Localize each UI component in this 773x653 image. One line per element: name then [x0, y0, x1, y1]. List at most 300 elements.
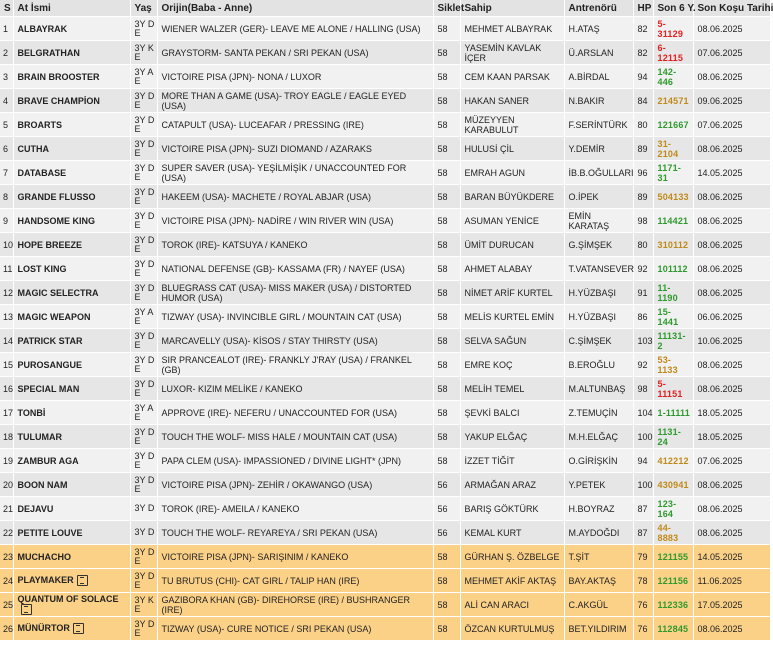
table-row[interactable] [0, 41, 770, 65]
horse-name-label[interactable]: MUCHACHO [17, 551, 71, 562]
cell-weight: 58 [433, 257, 460, 281]
table-row[interactable] [0, 329, 770, 353]
cell-last-race-date: 08.06.2025 [693, 473, 770, 497]
table-row[interactable] [0, 545, 770, 569]
cell-weight: 56 [433, 473, 460, 497]
cell-trainer: T.VATANSEVER [564, 257, 633, 281]
cell-trainer: İB.B.OĞULLARI [564, 161, 633, 185]
table-row[interactable] [0, 233, 770, 257]
cell-trainer: H.YÜZBAŞI [564, 305, 633, 329]
cell-weight: 56 [433, 497, 460, 521]
cell-origin: TIZWAY (USA)- CURE NOTICE / SRI PEKAN (USA) [157, 617, 433, 641]
cell-origin: VICTOIRE PISA (JPN)- ZEHİR / OKAWANGO (USA) [157, 473, 433, 497]
cell-no: 26 [0, 617, 13, 641]
table-row[interactable] [0, 401, 770, 425]
header-horse-name[interactable]: At İsmi [13, 0, 130, 17]
form-digits: 15-1441 [657, 306, 679, 327]
cell-no: 13 [0, 305, 13, 329]
table-row[interactable] [0, 305, 770, 329]
cell-weight: 58 [433, 449, 460, 473]
cell-no: 11 [0, 257, 13, 281]
cell-owner: HULUSİ ÇİL [460, 137, 564, 161]
cell-hp: 104 [633, 401, 653, 425]
table-row[interactable] [0, 113, 770, 137]
cell-hp: 78 [633, 569, 653, 593]
horse-name-label[interactable]: ZAMBUR AGA [17, 455, 79, 466]
cell-owner: GÜRHAN Ş. ÖZBELGE [460, 545, 564, 569]
cell-weight: 58 [433, 545, 460, 569]
cell-origin: MARCAVELLY (USA)- KİSOS / STAY THIRSTY (USA) [157, 329, 433, 353]
cell-origin: TOROK (IRE)- KATSUYA / KANEKO [157, 233, 433, 257]
cell-last-race-date: 08.06.2025 [693, 617, 770, 641]
cell-origin: TOUCH THE WOLF- MISS HALE / MOUNTAIN CAT (USA) [157, 425, 433, 449]
cell-last-race-date: 08.06.2025 [693, 209, 770, 233]
form-digits: 504133 [657, 191, 689, 202]
cell-last6 [653, 161, 693, 185]
cell-trainer: EMİN KARATAŞ [564, 209, 633, 233]
horse-name[interactable] [13, 401, 130, 425]
cell-last6 [653, 497, 693, 521]
table-row[interactable] [0, 89, 770, 113]
horse-name[interactable] [13, 449, 130, 473]
cell-last-race-date: 06.06.2025 [693, 305, 770, 329]
cell-owner: SELVA SAĞUN [460, 329, 564, 353]
header-no[interactable]: S [0, 0, 13, 17]
horse-name-label[interactable]: PLAYMAKER [17, 574, 74, 585]
cell-last-race-date: 08.06.2025 [693, 233, 770, 257]
cell-trainer: H.ATAŞ [564, 17, 633, 41]
horse-name[interactable] [13, 113, 130, 137]
cell-last6 [653, 41, 693, 65]
form-digits: 5-11151 [657, 378, 683, 399]
horse-name[interactable] [13, 617, 130, 641]
horse-name[interactable] [13, 17, 130, 41]
cell-age: 3Y D E [130, 569, 157, 593]
cell-owner: ASUMAN YENİCE [460, 209, 564, 233]
cell-trainer: F.SERİNTÜRK [564, 113, 633, 137]
cell-origin: CATAPULT (USA)- LUCEAFAR / PRESSING (IRE) [157, 113, 433, 137]
cell-last-race-date: 10.06.2025 [693, 329, 770, 353]
cell-trainer: M.ALTUNBAŞ [564, 377, 633, 401]
cell-last-race-date: 14.05.2025 [693, 161, 770, 185]
cell-last6 [653, 137, 693, 161]
table-row[interactable] [0, 425, 770, 449]
cell-no: 5 [0, 113, 13, 137]
form-digits: 44-8883 [657, 522, 679, 543]
cell-origin: WIENER WALZER (GER)- LEAVE ME ALONE / HALLING (USA) [157, 17, 433, 41]
cell-trainer: Y.PETEK [564, 473, 633, 497]
cell-trainer: M.AYDOĞDI [564, 521, 633, 545]
horse-name-label[interactable]: BROARTS [17, 119, 62, 130]
cell-age: 3Y D E [130, 257, 157, 281]
cell-trainer: Y.DEMİR [564, 137, 633, 161]
cell-weight: 58 [433, 41, 460, 65]
cell-last-race-date: 08.06.2025 [693, 257, 770, 281]
form-digits: 11131-2 [657, 330, 686, 351]
cell-weight: 58 [433, 353, 460, 377]
cell-no: 22 [0, 521, 13, 545]
cell-last6 [653, 233, 693, 257]
cell-origin: BLUEGRASS CAT (USA)- MISS MAKER (USA) / DISTORTED HUMOR (USA) [157, 281, 433, 305]
horse-name-label[interactable]: HANDSOME KING [17, 215, 96, 226]
header-weight[interactable]: Siklet [433, 0, 460, 17]
horse-name-label[interactable]: LOST KING [17, 263, 67, 274]
horse-name[interactable] [13, 377, 130, 401]
form-digits: 101112 [657, 263, 688, 274]
cell-weight: 58 [433, 401, 460, 425]
cell-no: 14 [0, 329, 13, 353]
cell-owner: HAKAN SANER [460, 89, 564, 113]
cell-trainer: O.İPEK [564, 185, 633, 209]
cell-age: 3Y D [130, 521, 157, 545]
cell-last6 [653, 545, 693, 569]
cell-owner: YASEMİN KAVLAK İÇER [460, 41, 564, 65]
cell-origin: NATIONAL DEFENSE (GB)- KASSAMA (FR) / NAYEF (USA) [157, 257, 433, 281]
cell-owner: MELİS KURTEL EMİN [460, 305, 564, 329]
cell-weight: 58 [433, 377, 460, 401]
cell-no: 7 [0, 161, 13, 185]
cell-age: 3Y D E [130, 617, 157, 641]
cell-no: 1 [0, 17, 13, 41]
table-row[interactable] [0, 17, 770, 41]
cell-owner: KEMAL KURT [460, 521, 564, 545]
cell-no: 4 [0, 89, 13, 113]
cell-age: 3Y A E [130, 65, 157, 89]
cell-weight: 58 [433, 17, 460, 41]
horse-name-label[interactable]: BELGRATHAN [17, 47, 80, 58]
horse-name-label[interactable]: PUROSANGUE [17, 359, 83, 370]
horse-name-label[interactable]: DATABASE [17, 167, 67, 178]
cell-last-race-date: 07.06.2025 [693, 41, 770, 65]
cell-last-race-date: 07.06.2025 [693, 113, 770, 137]
cell-last-race-date: 18.05.2025 [693, 401, 770, 425]
horse-name[interactable] [13, 233, 130, 257]
cell-last-race-date: 08.06.2025 [693, 521, 770, 545]
cell-hp: 94 [633, 449, 653, 473]
cell-weight: 58 [433, 425, 460, 449]
cell-last6 [653, 281, 693, 305]
cell-last6 [653, 593, 693, 617]
cell-no: 2 [0, 41, 13, 65]
cell-last-race-date: 18.05.2025 [693, 425, 770, 449]
form-digits: 114421 [657, 215, 689, 226]
horse-name-label[interactable]: DEJAVU [17, 503, 54, 514]
cell-age: 3Y D [130, 497, 157, 521]
cell-hp: 98 [633, 209, 653, 233]
cell-age: 3Y D E [130, 161, 157, 185]
horse-name[interactable] [13, 41, 130, 65]
table-row[interactable] [0, 353, 770, 377]
form-digits: 121667 [657, 119, 689, 130]
cell-weight: 58 [433, 281, 460, 305]
horse-name[interactable] [13, 281, 130, 305]
table-row[interactable] [0, 257, 770, 281]
cell-last-race-date: 08.06.2025 [693, 281, 770, 305]
cell-hp: 82 [633, 17, 653, 41]
horse-name[interactable] [13, 593, 130, 617]
cell-origin: VICTOIRE PISA (JPN)- NONA / LUXOR [157, 65, 433, 89]
cell-last6 [653, 65, 693, 89]
cell-origin: TOUCH THE WOLF- REYAREYA / SRI PEKAN (USA) [157, 521, 433, 545]
header-last6[interactable]: Son 6 Y. [653, 0, 693, 17]
cell-weight: 56 [433, 521, 460, 545]
horse-name-label[interactable]: CUTHA [17, 143, 49, 154]
cell-owner: MELİH TEMEL [460, 377, 564, 401]
cell-no: 3 [0, 65, 13, 89]
cell-weight: 58 [433, 569, 460, 593]
cell-owner: NİMET ARİF KURTEL [460, 281, 564, 305]
table-row[interactable] [0, 209, 770, 233]
header-owner[interactable]: Sahip [460, 0, 564, 17]
horse-name[interactable] [13, 545, 130, 569]
cell-trainer: H.YÜZBAŞI [564, 281, 633, 305]
horse-name-label[interactable]: ALBAYRAK [17, 23, 68, 34]
cell-hp: 96 [633, 161, 653, 185]
cell-hp: 98 [633, 377, 653, 401]
cell-last-race-date: 07.06.2025 [693, 449, 770, 473]
cell-last6 [653, 377, 693, 401]
horse-name-label[interactable]: MÜNÜRTOR [17, 622, 70, 633]
cell-hp: 76 [633, 617, 653, 641]
cell-last6 [653, 257, 693, 281]
table-row[interactable] [0, 65, 770, 89]
cell-weight: 58 [433, 305, 460, 329]
cell-trainer: O.GİRİŞKİN [564, 449, 633, 473]
cell-last-race-date: 08.06.2025 [693, 17, 770, 41]
cell-trainer: Z.TEMUÇİN [564, 401, 633, 425]
cell-no: 21 [0, 497, 13, 521]
cell-owner: MEHMET AKİF AKTAŞ [460, 569, 564, 593]
cell-last6 [653, 617, 693, 641]
cell-age: 3Y D E [130, 17, 157, 41]
horse-name[interactable] [13, 425, 130, 449]
cell-origin: TIZWAY (USA)- INVINCIBLE GIRL / MOUNTAIN CAT (USA) [157, 305, 433, 329]
cell-age: 3Y D E [130, 137, 157, 161]
table-row[interactable] [0, 497, 770, 521]
cell-no: 10 [0, 233, 13, 257]
cell-weight: 58 [433, 65, 460, 89]
horse-name[interactable] [13, 305, 130, 329]
cell-weight: 58 [433, 161, 460, 185]
cell-age: 3Y D E [130, 545, 157, 569]
cell-age: 3Y D E [130, 329, 157, 353]
cell-hp: 87 [633, 521, 653, 545]
horse-name-label[interactable]: GRANDE FLUSSO [17, 191, 96, 202]
cell-hp: 92 [633, 257, 653, 281]
form-digits: 142-446 [657, 66, 677, 87]
cell-age: 3Y K E [130, 41, 157, 65]
cell-last6 [653, 209, 693, 233]
cell-no: 15 [0, 353, 13, 377]
cell-trainer: BAY.AKTAŞ [564, 569, 633, 593]
cell-age: 3Y D E [130, 425, 157, 449]
cell-hp: 87 [633, 497, 653, 521]
horse-name[interactable] [13, 185, 130, 209]
cell-origin: TU BRUTUS (CHI)- CAT GIRL / TALIP HAN (IRE) [157, 569, 433, 593]
cell-origin: GAZIBORA KHAN (GB)- DIREHORSE (IRE) / BUSHRANGER (IRE) [157, 593, 433, 617]
form-digits: 6-12115 [657, 42, 684, 63]
cell-weight: 58 [433, 209, 460, 233]
cell-trainer: BET.YILDIRIM [564, 617, 633, 641]
form-digits: 412212 [657, 455, 689, 466]
cell-age: 3Y D E [130, 449, 157, 473]
horse-name[interactable] [13, 65, 130, 89]
horse-name[interactable] [13, 209, 130, 233]
cell-origin: APPROVE (IRE)- NEFERU / UNACCOUNTED FOR (USA) [157, 401, 433, 425]
cell-owner: ŞEVKİ BALCI [460, 401, 564, 425]
cell-owner: EMRE KOÇ [460, 353, 564, 377]
table-row[interactable] [0, 185, 770, 209]
cell-last6 [653, 401, 693, 425]
horse-name-label[interactable]: TULUMAR [17, 431, 62, 442]
table-row[interactable] [0, 449, 770, 473]
cell-last-race-date: 17.05.2025 [693, 593, 770, 617]
cell-origin: GRAYSTORM- SANTA PEKAN / SRI PEKAN (USA) [157, 41, 433, 65]
cell-owner: MÜZEYYEN KARABULUT [460, 113, 564, 137]
cell-trainer: M.H.ELĞAÇ [564, 425, 633, 449]
table-row[interactable] [0, 521, 770, 545]
cell-no: 24 [0, 569, 13, 593]
cell-owner: AHMET ALABAY [460, 257, 564, 281]
form-digits: 31-2104 [657, 138, 679, 159]
horse-name-label[interactable]: QUANTUM OF SOLACE [17, 593, 119, 604]
horse-name[interactable] [13, 353, 130, 377]
horse-name-label[interactable]: MAGIC WEAPON [17, 311, 91, 322]
table-row[interactable] [0, 281, 770, 305]
horse-name-label[interactable]: PETITE LOUVE [17, 527, 83, 538]
cell-trainer: B.EROĞLU [564, 353, 633, 377]
cell-age: 3Y D E [130, 113, 157, 137]
cell-hp: 89 [633, 185, 653, 209]
cell-age: 3Y K E [130, 593, 157, 617]
horse-name-label[interactable]: SPECIAL MAN [17, 383, 80, 394]
table-row[interactable] [0, 137, 770, 161]
cell-age: 3Y D E [130, 281, 157, 305]
horse-name-label[interactable]: TONBİ [17, 407, 46, 418]
horse-name-label[interactable]: BRAVE CHAMPİON [17, 95, 100, 106]
horse-name[interactable] [13, 569, 130, 593]
cell-hp: 82 [633, 41, 653, 65]
form-digits: 121155 [657, 551, 689, 562]
form-digits: 310112 [657, 239, 689, 250]
cell-hp: 80 [633, 113, 653, 137]
horse-name[interactable] [13, 89, 130, 113]
cell-owner: EMRAH AGUN [460, 161, 564, 185]
cell-trainer: G.ŞİMŞEK [564, 233, 633, 257]
horse-name[interactable] [13, 497, 130, 521]
form-digits: 214571 [657, 95, 689, 106]
horse-name[interactable] [13, 521, 130, 545]
cell-last-race-date: 08.06.2025 [693, 377, 770, 401]
cell-no: 19 [0, 449, 13, 473]
table-row[interactable] [0, 617, 770, 641]
cell-owner: BARIŞ GÖKTÜRK [460, 497, 564, 521]
equipment-icon [73, 623, 84, 634]
header-origin[interactable]: Orijin(Baba - Anne) [157, 0, 433, 17]
form-digits: 121156 [657, 575, 689, 586]
cell-hp: 79 [633, 545, 653, 569]
cell-weight: 58 [433, 89, 460, 113]
horse-name[interactable] [13, 137, 130, 161]
cell-age: 3Y A E [130, 305, 157, 329]
cell-origin: TOROK (IRE)- AMEILA / KANEKO [157, 497, 433, 521]
cell-no: 23 [0, 545, 13, 569]
cell-trainer: C.ŞİMŞEK [564, 329, 633, 353]
cell-trainer: T.ŞİT [564, 545, 633, 569]
horse-name-label[interactable]: HOPE BREEZE [17, 239, 83, 250]
header-hp[interactable]: HP [633, 0, 653, 17]
cell-hp: 80 [633, 233, 653, 257]
cell-weight: 58 [433, 233, 460, 257]
cell-no: 17 [0, 401, 13, 425]
table-row[interactable] [0, 473, 770, 497]
cell-weight: 58 [433, 593, 460, 617]
cell-last6 [653, 329, 693, 353]
header-last-race-date[interactable]: Son Koşu Tarihi [693, 0, 770, 17]
equipment-icon [77, 575, 88, 586]
cell-origin: PAPA CLEM (USA)- IMPASSIONED / DIVINE LIGHT* (JPN) [157, 449, 433, 473]
horse-name-label[interactable]: PATRICK STAR [17, 335, 83, 346]
cell-origin: VICTOIRE PISA (JPN)- SUZI DIOMAND / AZARAKS [157, 137, 433, 161]
cell-weight: 58 [433, 137, 460, 161]
cell-last6 [653, 185, 693, 209]
cell-origin: SIR PRANCEALOT (IRE)- FRANKLY J'RAY (USA) / FRANKEL (GB) [157, 353, 433, 377]
cell-trainer: Ü.ARSLAN [564, 41, 633, 65]
horse-name-label[interactable]: BRAIN BROOSTER [17, 71, 100, 82]
cell-weight: 58 [433, 617, 460, 641]
cell-weight: 58 [433, 113, 460, 137]
cell-age: 3Y D E [130, 377, 157, 401]
header-age[interactable]: Yaş [130, 0, 157, 17]
cell-last6 [653, 113, 693, 137]
horse-name[interactable] [13, 473, 130, 497]
form-digits: 53-1133 [657, 354, 678, 375]
horse-name[interactable] [13, 161, 130, 185]
horse-name[interactable] [13, 257, 130, 281]
form-digits: 5-31129 [657, 18, 684, 39]
cell-age: 3Y D E [130, 209, 157, 233]
cell-age: 3Y D E [130, 473, 157, 497]
cell-origin: SUPER SAVER (USA)- YEŞİLMİŞİK / UNACCOUNTED FOR (USA) [157, 161, 433, 185]
cell-last6 [653, 521, 693, 545]
table-row[interactable] [0, 377, 770, 401]
horse-name-label[interactable]: MAGIC SELECTRA [17, 287, 99, 298]
horse-name[interactable] [13, 329, 130, 353]
equipment-icon [21, 604, 32, 615]
table-row[interactable] [0, 569, 770, 593]
cell-hp: 92 [633, 353, 653, 377]
table-row[interactable] [0, 593, 770, 617]
cell-last-race-date: 08.06.2025 [693, 185, 770, 209]
cell-last6 [653, 569, 693, 593]
cell-no: 16 [0, 377, 13, 401]
cell-hp: 91 [633, 281, 653, 305]
cell-last6 [653, 473, 693, 497]
cell-age: 3Y D E [130, 89, 157, 113]
cell-owner: BARAN BÜYÜKDERE [460, 185, 564, 209]
cell-age: 3Y D E [130, 185, 157, 209]
cell-no: 8 [0, 185, 13, 209]
cell-hp: 89 [633, 137, 653, 161]
form-digits: 1171-31 [657, 162, 682, 183]
cell-hp: 100 [633, 473, 653, 497]
table-row[interactable] [0, 161, 770, 185]
cell-no: 9 [0, 209, 13, 233]
cell-last-race-date: 08.06.2025 [693, 497, 770, 521]
horse-name-label[interactable]: BOON NAM [17, 479, 68, 490]
header-trainer[interactable]: Antrenörü [564, 0, 633, 17]
cell-owner: ÜMİT DURUCAN [460, 233, 564, 257]
